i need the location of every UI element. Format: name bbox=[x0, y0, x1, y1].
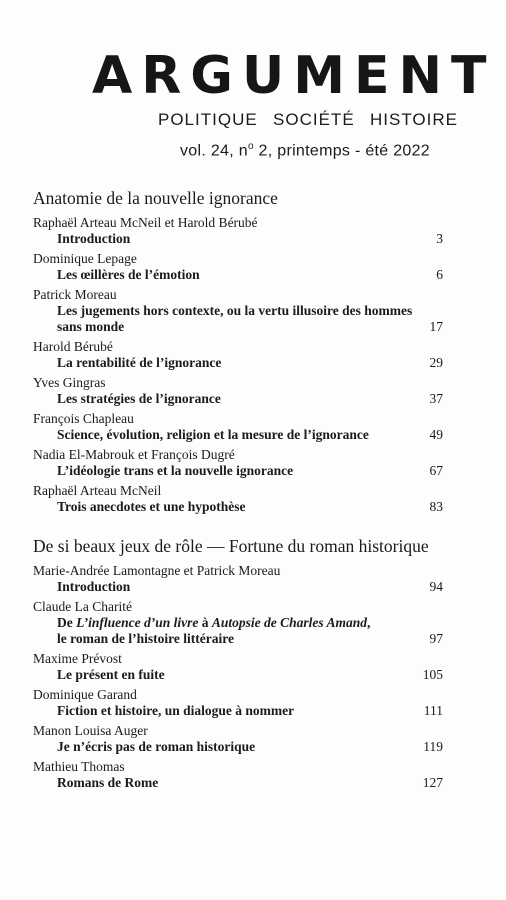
toc-entry bbox=[33, 339, 443, 371]
toc-entry bbox=[33, 651, 443, 683]
entry-page: 105 bbox=[422, 667, 443, 682]
entry-line bbox=[33, 631, 443, 647]
entry-author: Harold Bérubé bbox=[33, 339, 113, 354]
toc-entry bbox=[33, 759, 443, 791]
entry-author: Marie-Andrée Lamontagne et Patrick Moreau bbox=[33, 563, 281, 578]
title-part-italic: L’influence d’un livre bbox=[76, 615, 199, 630]
toc-entry bbox=[33, 287, 443, 335]
entry-page: 97 bbox=[429, 631, 443, 646]
entry-line bbox=[33, 391, 443, 407]
entry-title: L’idéologie trans et la nouvelle ignorance bbox=[57, 463, 294, 478]
entry-line bbox=[33, 739, 443, 755]
issue-season: 2, printemps - été 2022 bbox=[253, 142, 430, 160]
entry-title: Les stratégies de l’ignorance bbox=[57, 391, 221, 406]
entry-title: Science, évolution, religion et la mesure de l’ignorance bbox=[57, 427, 369, 442]
entry-page: 83 bbox=[429, 499, 443, 514]
entry-title-line1: Les jugements hors contexte, ou la vertu illusoire des hommes bbox=[57, 303, 413, 318]
entry-line bbox=[33, 499, 443, 515]
entry-author: Nadia El-Mabrouk et François Dugré bbox=[33, 447, 235, 462]
toc-entry bbox=[33, 375, 443, 407]
subtitle-word-societe: SOCIÉTÉ bbox=[273, 110, 355, 129]
entry-line bbox=[33, 355, 443, 371]
entry-line bbox=[33, 775, 443, 791]
entry-author: Manon Louisa Auger bbox=[33, 723, 148, 738]
entry-page: 29 bbox=[429, 355, 443, 370]
entry-title-line1 bbox=[33, 615, 443, 631]
toc-entry bbox=[33, 411, 443, 443]
table-of-contents bbox=[33, 187, 443, 811]
title-part: , bbox=[367, 615, 371, 630]
section-title: De si beaux jeux de rôle — Fortune du roman historique bbox=[33, 536, 429, 556]
toc-section bbox=[33, 187, 443, 515]
masthead bbox=[0, 0, 506, 170]
entry-line bbox=[33, 427, 443, 443]
toc-entry bbox=[33, 687, 443, 719]
toc-entry bbox=[33, 599, 443, 647]
title-part: à bbox=[198, 615, 212, 630]
entry-author: Patrick Moreau bbox=[33, 287, 117, 302]
section-title: Anatomie de la nouvelle ignorance bbox=[33, 188, 278, 208]
entry-page: 17 bbox=[429, 319, 443, 334]
entry-line bbox=[33, 667, 443, 683]
entry-title: Introduction bbox=[57, 579, 131, 594]
toc-section bbox=[33, 535, 443, 791]
entry-page: 127 bbox=[422, 775, 443, 790]
issue-volume: vol. 24, n bbox=[180, 142, 248, 160]
entry-title: Le présent en fuite bbox=[57, 667, 165, 682]
entry-title: Les œillères de l’émotion bbox=[57, 267, 200, 282]
toc-entry bbox=[33, 447, 443, 479]
toc-entry bbox=[33, 563, 443, 595]
entry-author: Dominique Lepage bbox=[33, 251, 137, 266]
entry-page: 67 bbox=[429, 463, 443, 478]
entry-title: Fiction et histoire, un dialogue à nommer bbox=[57, 703, 295, 718]
entry-title: La rentabilité de l’ignorance bbox=[57, 355, 222, 370]
entry-author: Dominique Garand bbox=[33, 687, 137, 702]
toc-entry bbox=[33, 251, 443, 283]
subtitle-word-histoire: HISTOIRE bbox=[370, 110, 458, 129]
toc-entry bbox=[33, 723, 443, 755]
title-part-italic: Autopsie de Charles Amand bbox=[211, 615, 368, 630]
entry-author: François Chapleau bbox=[33, 411, 134, 426]
entry-page: 37 bbox=[429, 391, 443, 406]
entry-page: 94 bbox=[429, 579, 443, 594]
entry-title: le roman de l’histoire littéraire bbox=[57, 631, 234, 646]
entry-line bbox=[33, 463, 443, 479]
entry-line bbox=[33, 703, 443, 719]
toc-entry bbox=[33, 483, 443, 515]
entry-line bbox=[33, 231, 443, 247]
entry-author: Raphaël Arteau McNeil bbox=[33, 483, 162, 498]
entry-page: 49 bbox=[429, 427, 443, 442]
journal-title: ARGUMENT bbox=[92, 46, 496, 106]
title-part: De bbox=[57, 615, 77, 630]
entry-page: 3 bbox=[436, 231, 443, 246]
entry-page: 111 bbox=[423, 703, 443, 718]
entry-title: Trois anecdotes et une hypothèse bbox=[57, 499, 246, 514]
entry-title: Romans de Rome bbox=[57, 775, 159, 790]
entry-line bbox=[33, 579, 443, 595]
toc-entry bbox=[33, 215, 443, 247]
subtitle-word-politique: POLITIQUE bbox=[158, 110, 258, 129]
entry-author: Claude La Charité bbox=[33, 599, 132, 614]
entry-line bbox=[33, 267, 443, 283]
issue-number-sign: o bbox=[247, 141, 254, 152]
entry-line bbox=[33, 319, 443, 335]
entry-title: sans monde bbox=[57, 319, 125, 334]
entry-title: Je n’écris pas de roman historique bbox=[57, 739, 256, 754]
entry-author: Raphaël Arteau McNeil et Harold Bérubé bbox=[33, 215, 258, 230]
entry-page: 6 bbox=[436, 267, 443, 282]
issue-info bbox=[180, 137, 460, 161]
entry-title: Introduction bbox=[57, 231, 131, 246]
entry-author: Mathieu Thomas bbox=[33, 759, 125, 774]
entry-author: Maxime Prévost bbox=[33, 651, 122, 666]
entry-page: 119 bbox=[423, 739, 443, 754]
journal-subtitle bbox=[158, 110, 458, 130]
entry-author: Yves Gingras bbox=[33, 375, 106, 390]
